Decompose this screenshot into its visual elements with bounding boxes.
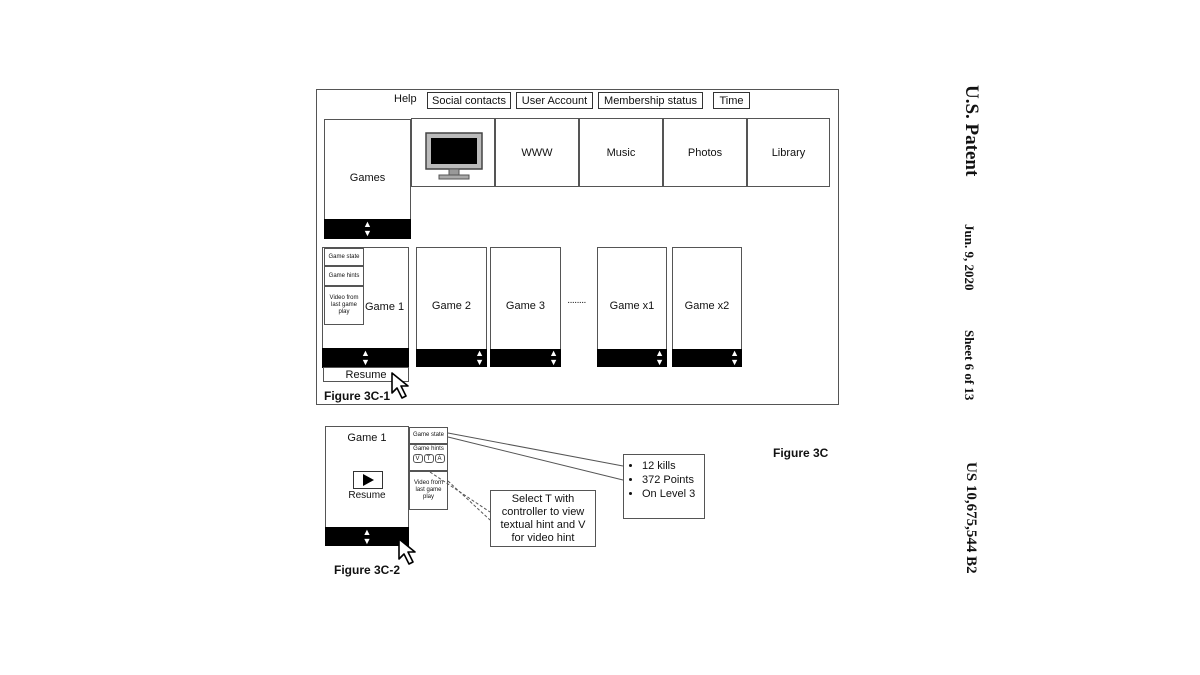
updown-arrow-icon: ▲ ▼: [730, 348, 739, 367]
patent-date: Jun. 9, 2020: [962, 224, 977, 291]
state-points: • 372 Points: [642, 473, 704, 487]
gamex1-label: Game x1: [609, 300, 655, 312]
state-kills: • 12 kills: [642, 459, 704, 473]
games-label: Games: [349, 172, 386, 184]
updown-arrow-icon: ▲ ▼: [362, 526, 372, 546]
www-tile[interactable]: WWW: [495, 118, 579, 187]
updown-arrow-icon: ▲ ▼: [655, 348, 664, 367]
photos-tile[interactable]: Photos: [663, 118, 747, 187]
more-games-ellipsis: ········: [567, 297, 586, 308]
audio-hint-button[interactable]: A: [435, 454, 445, 463]
updown-arrow-icon: ▲ ▼: [475, 348, 484, 367]
game-state-option[interactable]: Game state: [324, 248, 364, 266]
video-last-play-detail-option[interactable]: Video from last game play: [409, 471, 448, 510]
game-state-callout: [623, 454, 705, 519]
game-hints-option[interactable]: Game hints: [324, 266, 364, 286]
user-account-button[interactable]: User Account: [516, 92, 593, 109]
figure-3c2-label: Figure 3C-2: [334, 563, 401, 577]
game-hints-detail-label: Game hints: [413, 446, 444, 452]
game2-label: Game 2: [431, 300, 472, 312]
time-button[interactable]: Time: [713, 92, 750, 109]
membership-status-button[interactable]: Membership status: [598, 92, 703, 109]
game1-label: Game 1: [365, 301, 405, 313]
text-hint-button[interactable]: T: [424, 454, 434, 463]
updown-arrow-icon: ▲ ▼: [363, 219, 372, 238]
resume-button[interactable]: Resume: [323, 367, 409, 382]
patent-header: U.S. Patent: [961, 85, 982, 177]
music-tile[interactable]: Music: [579, 118, 663, 187]
library-tile[interactable]: Library: [747, 118, 830, 187]
video-hint-button[interactable]: V: [413, 454, 423, 463]
game1-detail-label: Game 1: [347, 432, 387, 444]
help-label[interactable]: Help: [394, 93, 417, 105]
gamex2-label: Game x2: [684, 300, 730, 312]
updown-arrow-icon: ▲ ▼: [549, 348, 558, 367]
state-level: • On Level 3: [642, 487, 704, 501]
video-last-play-option[interactable]: Video from last game play: [324, 286, 364, 325]
resume-detail-label[interactable]: Resume: [348, 489, 386, 501]
game3-label: Game 3: [505, 300, 546, 312]
patent-number: US 10,675,544 B2: [963, 462, 979, 574]
social-contacts-button[interactable]: Social contacts: [427, 92, 511, 109]
patent-sheet: Sheet 6 of 13: [962, 330, 977, 401]
figure-3c1-label: Figure 3C-1: [324, 389, 391, 403]
hint-callout: Select T with controller to view textual hint and V for video hint: [490, 490, 596, 547]
figure-3c-label: Figure 3C: [773, 446, 829, 460]
game-state-detail-option[interactable]: Game state: [409, 427, 448, 444]
updown-arrow-icon: ▲ ▼: [361, 348, 370, 367]
